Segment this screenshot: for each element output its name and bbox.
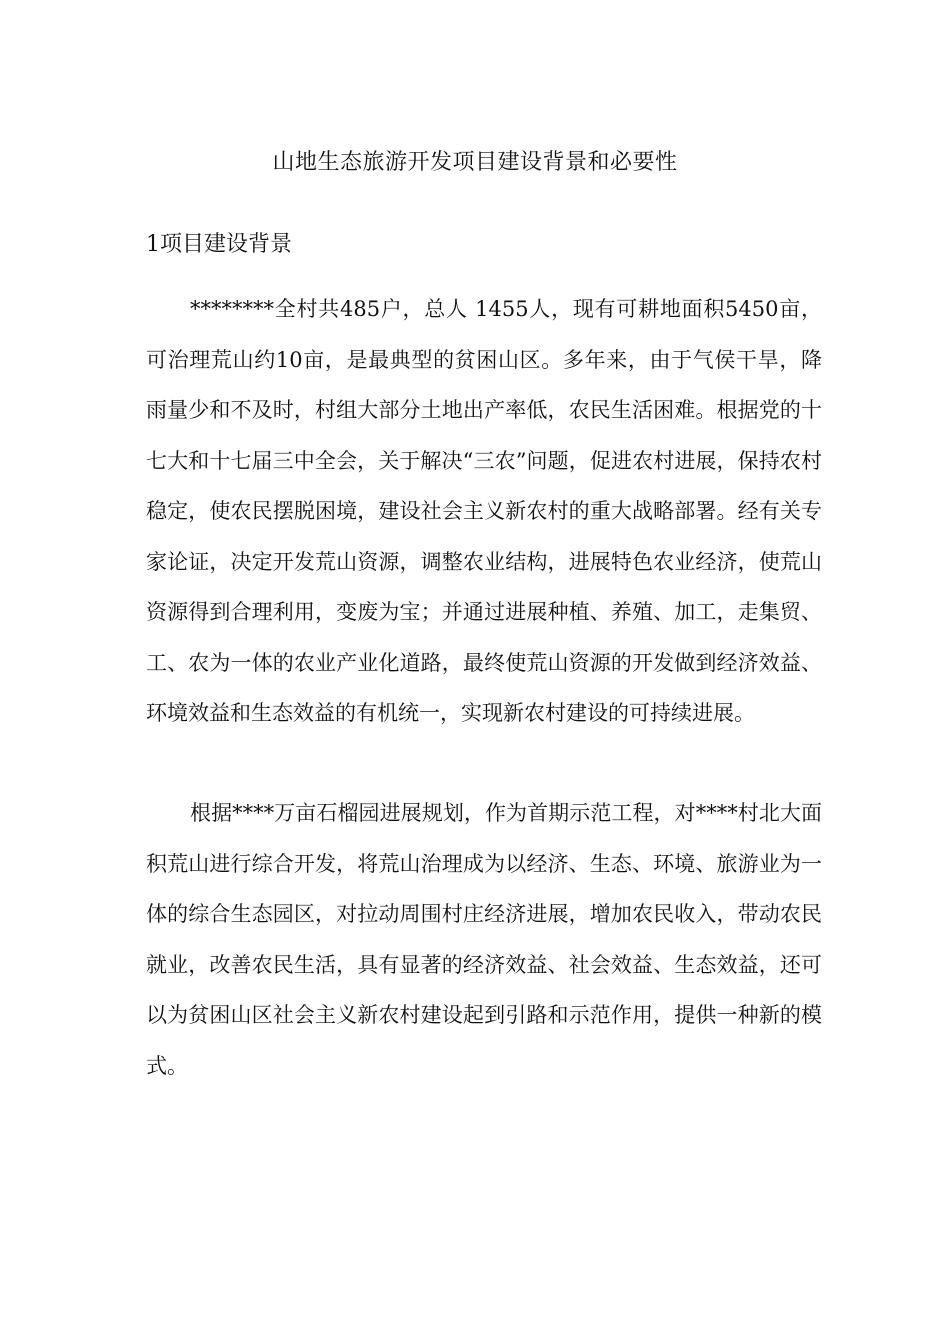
document-title: 山地生态旅游开发项目建设背景和必要性 — [272, 150, 678, 175]
body-paragraph: ********全村共485户，总人 1455人，现有可耕地面积5450亩，可治理荒山约10亩，是最典型的贫困山区。多年来，由于气侯干旱，降雨量少和不及时，村组大部分土地出产率低，农民生活困难。根据党的十七大和十七届三中全会，关于解决“三农”问题，促进农村进展，保持农村稳定，使农民摆脱困境，建设社会主义新农村的重大战略部署。经有关专家论证，决定开发荒山资源，调整农业结构，进展特色农业经济，使荒山资源得到合理利用，变废为宝；并通过进展种植、养殖、加工，走集贸、工、农为一体的农业产业化道路，最终使荒山资源的开发做到经济效益、环境效益和生态效益的有机统一，实现新农村建设的可持续进展。 — [146, 297, 822, 725]
body-paragraph: 根据****万亩石榴园进展规划，作为首期示范工程，对****村北大面积荒山进行综合开发，将荒山治理成为以经济、生态、环境、旅游业为一体的综合生态园区，对拉动周围村庄经济进展，增加农民收入，带动农民就业，改善农民生活，具有显著的经济效益、社会效益、生态效益，还可以为贫困山区社会主义新农村建设起到引路和示范作用，提供一种新的模式。 — [146, 801, 822, 1078]
section-heading: 1项目建设背景 — [146, 232, 292, 257]
